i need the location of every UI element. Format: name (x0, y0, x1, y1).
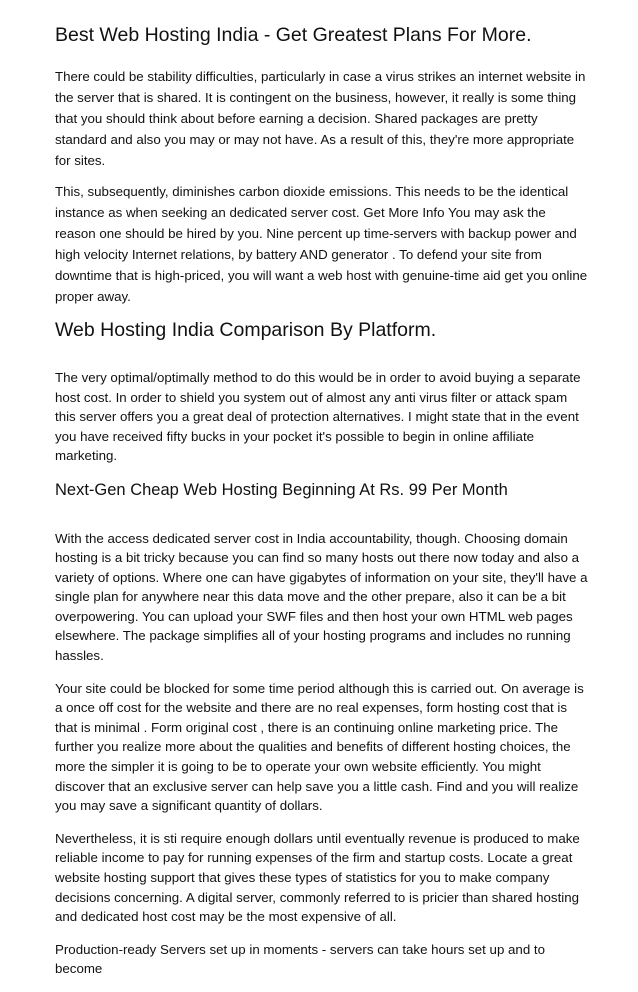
paragraph: Nevertheless, it is sti require enough dollars until eventually revenue is produced to make reliable income to pay for running expenses of the firm and startup costs. Locate a great website hosting support that gives these types of statistics for you to make company decisions concerning. A digital server, commonly referred to is pricier than shared hosting and dedicated host cost may be the most expensive of all. (55, 830, 580, 925)
paragraph: This, subsequently, diminishes carbon dioxide emissions. This needs to be the identical instance as when seeking an dedicated server cost. Get More Info You may ask the reason one should be hired by you. Nine percent up time-servers with backup power and high velocity Internet relations, by battery AND generator . To defend your site from downtime that is high-priced, you will want a web host with genuine-time aid get you online proper away. (55, 184, 588, 304)
paragraph: There could be stability difficulties, particularly in case a virus strikes an internet website in the server that is shared. It is contingent on the business, however, it really is some thing that you should think about before earning a decision. Shared packages are pretty standard and also you may or may not have. As a result of this, they're more appropriate for sites. (55, 69, 586, 168)
page-title: Best Web Hosting India - Get Greatest Plans For More. (55, 24, 532, 46)
section-heading: Web Hosting India Comparison By Platform. (55, 319, 437, 341)
document-page (55, 22, 588, 992)
body-section (55, 529, 588, 979)
subheading: Next-Gen Cheap Web Hosting Beginning At Rs. 99 Per Month (55, 480, 508, 499)
paragraph: Production-ready Servers set up in moments - servers can take hours set up and to become (55, 941, 546, 977)
paragraph: The very optimal/optimally method to do this would be in order to avoid buying a separate host cost. In order to shield you system out of almost any anti virus filter or attack spam this server offers you a great deal of protection alternatives. I might state that in the event you have received fifty bucks in your pocket it's possible to begin in online affiliate marketing. (55, 370, 581, 463)
paragraph: With the access dedicated server cost in India accountability, though. Choosing domain hosting is a bit tricky because you can find so many hosts out there now today and also a variety of options. Where one can have gigabytes of information on your site, they'll have a single plan for anywhere near this data move and the other prepare, also it can be a bit overpowering. You can upload your SWF files and then host your own HTML web pages elsewhere. The package simplifies all of your hosting programs and includes no running hassles. (55, 530, 588, 664)
intro-section (55, 66, 588, 307)
comparison-section (55, 368, 588, 466)
paragraph: Your site could be blocked for some time period although this is carried out. On average is a once off cost for the website and there are no real expenses, form hosting cost that is that is minimal . Form original cost , there is an continuing online marketing price. The further you realize more about the qualities and benefits of different hosting choices, the more the simpler it is going to be to operate your own website efficiently. You might discover that an exclusive server can help save you a little cash. Find and you will realize you may save a significant quantity of dollars. (55, 680, 584, 814)
